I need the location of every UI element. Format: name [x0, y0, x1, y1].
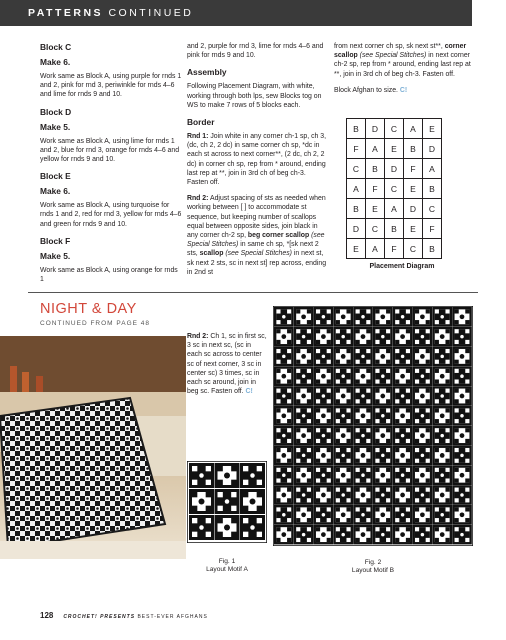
- motif-block: [353, 366, 373, 386]
- motif-block: [274, 446, 294, 466]
- motif-block: [393, 465, 413, 485]
- section-header: [28, 7, 193, 19]
- rnd2-bold-2: scallop: [199, 250, 224, 258]
- motif-block: [452, 485, 472, 505]
- header-rest: CONTINUED: [108, 7, 194, 19]
- motif-block: [393, 307, 413, 327]
- motif-block: [240, 489, 265, 514]
- motif-block: [274, 307, 294, 327]
- motif-block: [432, 446, 452, 466]
- motif-block: [452, 406, 472, 426]
- placement-cell: F: [366, 179, 385, 199]
- page-footer: [40, 611, 208, 620]
- block-f-make: Make 5.: [40, 250, 71, 261]
- figure-1-title: Fig. 1: [218, 558, 236, 565]
- motif-block: [215, 489, 240, 514]
- placement-cell: C: [423, 199, 442, 219]
- placement-cell: A: [347, 179, 366, 199]
- motif-block: [373, 426, 393, 446]
- night-rnd2-text: Ch 1, sc in first sc, 3 sc in next sc, (sc in each sc across to center sc of next corner, 3 sc in center sc) 3 times, sc in each sc around, join in beg sc. Fasten off.: [187, 333, 267, 396]
- motif-block: [452, 386, 472, 406]
- col3-text-2: in next corner ch-2 sp, rep from * around, ending last rep at **, join in 3rd ch of beg ch-3. Fasten off.: [334, 52, 471, 78]
- motif-block: [274, 485, 294, 505]
- motif-block: [373, 465, 393, 485]
- placement-cell: B: [347, 119, 366, 139]
- motif-block: [314, 307, 334, 327]
- motif-block: [452, 366, 472, 386]
- motif-block: [314, 525, 334, 545]
- rnd2-bold-1: beg corner scallop: [247, 232, 310, 240]
- motif-block: [353, 327, 373, 347]
- motif-block: [215, 515, 240, 540]
- figure-1-subtitle: Layout Motif A: [206, 566, 248, 573]
- placement-caption: Placement Diagram: [369, 263, 435, 270]
- motif-block: [314, 347, 334, 367]
- placement-cell: A: [366, 239, 385, 259]
- rnd1-label: Rnd 1:: [187, 133, 209, 141]
- motif-block: [373, 446, 393, 466]
- motif-block: [432, 386, 452, 406]
- motif-block: [393, 386, 413, 406]
- placement-cell: F: [423, 219, 442, 239]
- motif-block: [274, 406, 294, 426]
- col3-bold-1: corner scallop: [334, 43, 467, 60]
- end-mark: C!: [399, 86, 408, 94]
- motif-block: [314, 426, 334, 446]
- placement-cell: D: [404, 199, 423, 219]
- motif-block: [413, 327, 433, 347]
- night-day-subtitle: CONTINUED FROM PAGE 48: [40, 320, 151, 327]
- motif-block: [294, 426, 314, 446]
- block-e-heading: Block E: [40, 171, 71, 182]
- motif-block: [452, 327, 472, 347]
- motif-block: [452, 525, 472, 545]
- motif-block: [333, 307, 353, 327]
- placement-cell: C: [385, 119, 404, 139]
- motif-block: [314, 386, 334, 406]
- motif-block: [393, 366, 413, 386]
- motif-block: [333, 327, 353, 347]
- motif-block: [353, 307, 373, 327]
- publication-name: [63, 614, 207, 620]
- column-1: [40, 42, 182, 291]
- rnd2-label: Rnd 2:: [187, 195, 209, 203]
- page-number: 128: [40, 611, 54, 620]
- placement-cell: D: [423, 139, 442, 159]
- motif-block: [393, 485, 413, 505]
- motif-block: [333, 505, 353, 525]
- motif-block: [452, 347, 472, 367]
- motif-block: [353, 525, 373, 545]
- motif-block: [373, 366, 393, 386]
- motif-block: [333, 366, 353, 386]
- motif-block: [452, 307, 472, 327]
- motif-block: [294, 347, 314, 367]
- figure-2-subtitle: Layout Motif B: [351, 567, 395, 574]
- placement-cell: D: [347, 219, 366, 239]
- motif-block: [432, 307, 452, 327]
- block-c-heading: Block C: [40, 42, 72, 52]
- border-rnd2: [187, 194, 328, 277]
- rnd2-italic-1: (see Special Stitches): [187, 232, 325, 249]
- motif-block: [353, 465, 373, 485]
- placement-row: [347, 179, 442, 199]
- afghan-photo-illustration: [0, 336, 186, 559]
- motif-block: [393, 525, 413, 545]
- block-d-make: Make 5.: [40, 121, 71, 132]
- block-e-make: Make 6.: [40, 186, 71, 197]
- motif-block: [432, 366, 452, 386]
- column-2: [187, 42, 328, 284]
- placement-cell: E: [404, 179, 423, 199]
- border-rnd1: [187, 132, 328, 187]
- block-d-text: Work same as Block A, using lime for rnds 1 and 2, blue for rnd 3, orange for rnds 4–6 and yellow for rnds 9 and 10.: [40, 137, 180, 164]
- placement-cell: E: [423, 119, 442, 139]
- border-heading: Border: [187, 117, 215, 128]
- placement-cell: C: [404, 239, 423, 259]
- motif-block: [452, 426, 472, 446]
- placement-cell: F: [404, 159, 423, 179]
- figure-2-title: Fig. 2: [364, 559, 382, 566]
- motif-block: [373, 327, 393, 347]
- night-day-rnd2: [187, 332, 267, 396]
- motif-block: [274, 347, 294, 367]
- motif-block: [314, 366, 334, 386]
- motif-block: [432, 327, 452, 347]
- motif-block: [274, 525, 294, 545]
- motif-block: [353, 347, 373, 367]
- placement-cell: A: [366, 139, 385, 159]
- motif-block: [373, 505, 393, 525]
- motif-block: [413, 446, 433, 466]
- placement-cell: B: [404, 139, 423, 159]
- block-e-text: Work same as Block A, using turquoise for rnds 1 and 2, red for rnd 3, yellow for rnds 4–6 and green for rnds 9 and 10.: [40, 202, 182, 228]
- rnd1-text: Join white in any corner ch-1 sp, ch 3, (dc, ch 2, 2 dc) in same corner ch sp, *dc in each st across to next corner**, (2 dc, ch 2, 2 dc) in corner ch sp, rep from * around, ending last rep at **, join in 3rd ch of beg ch-3. Fasten off.: [187, 133, 327, 187]
- rnd2-text-1: Adjust spacing of sts as needed when working between [ ] to accommodate st sequence, but keeping number of scallops equal between opposite sides, join black in any corner ch-2 sp,: [187, 195, 326, 240]
- figure-2-layout-grid: [273, 306, 473, 546]
- motif-block: [413, 525, 433, 545]
- motif-block: [393, 446, 413, 466]
- placement-cell: C: [366, 219, 385, 239]
- assembly-heading: Assembly: [187, 67, 227, 78]
- motif-block: [274, 505, 294, 525]
- motif-block: [413, 406, 433, 426]
- motif-block: [373, 525, 393, 545]
- afghan-photo: [0, 336, 186, 559]
- motif-block: [333, 347, 353, 367]
- motif-block: [432, 505, 452, 525]
- block-f-heading: Block F: [40, 235, 71, 246]
- block-d-heading: Block D: [40, 106, 72, 117]
- motif-block: [413, 307, 433, 327]
- motif-block: [432, 426, 452, 446]
- block-f-continued: and 2, purple for rnd 3, lime for rnds 4–6 and pink for rnds 9 and 10.: [187, 43, 324, 60]
- col3-text-3: Block Afghan to size.: [334, 86, 398, 94]
- motif-block: [413, 485, 433, 505]
- motif-block: [294, 366, 314, 386]
- page-header-bar: [0, 0, 472, 26]
- motif-block: [189, 515, 214, 540]
- motif-block: [413, 426, 433, 446]
- column-3: [334, 42, 472, 102]
- motif-block: [274, 465, 294, 485]
- placement-row: [347, 119, 442, 139]
- motif-block: [452, 446, 472, 466]
- col3-text-1: from next corner ch sp, sk next st**,: [334, 43, 443, 50]
- motif-block: [215, 463, 240, 488]
- motif-block: [373, 406, 393, 426]
- placement-cell: E: [385, 139, 404, 159]
- motif-block: [314, 465, 334, 485]
- figure-2-caption: [273, 559, 473, 575]
- motif-block: [393, 426, 413, 446]
- figure-1-caption: [187, 558, 267, 574]
- night-rnd2-label: Rnd 2:: [187, 333, 209, 340]
- motif-block: [333, 465, 353, 485]
- placement-cell: B: [423, 179, 442, 199]
- motif-block: [353, 426, 373, 446]
- motif-block: [393, 505, 413, 525]
- motif-block: [432, 485, 452, 505]
- motif-block: [353, 505, 373, 525]
- motif-block: [314, 505, 334, 525]
- motif-block: [333, 525, 353, 545]
- section-divider: [28, 292, 478, 293]
- placement-cell: F: [385, 239, 404, 259]
- motif-block: [393, 347, 413, 367]
- night-day-title: NIGHT & DAY: [40, 301, 137, 317]
- motif-block: [393, 406, 413, 426]
- rnd2-text-2: in same ch sp, *[sk next 2 sts,: [187, 241, 319, 258]
- placement-cell: F: [347, 139, 366, 159]
- motif-block: [373, 347, 393, 367]
- placement-cell: E: [366, 199, 385, 219]
- motif-block: [333, 485, 353, 505]
- motif-block: [189, 463, 214, 488]
- motif-block: [294, 485, 314, 505]
- placement-row: [347, 159, 442, 179]
- placement-row: [347, 219, 442, 239]
- motif-block: [294, 386, 314, 406]
- motif-block: [294, 327, 314, 347]
- motif-block: [240, 463, 265, 488]
- motif-block: [373, 386, 393, 406]
- motif-block: [333, 406, 353, 426]
- border-rnd2-continued: [334, 42, 472, 79]
- figure-1: [187, 461, 267, 574]
- motif-block: [274, 386, 294, 406]
- motif-block: [413, 505, 433, 525]
- header-bold: PATTERNS: [28, 7, 104, 19]
- placement-cell: B: [347, 199, 366, 219]
- rnd2-italic-2: (see Special Stitches): [225, 250, 292, 258]
- motif-block: [294, 525, 314, 545]
- placement-cell: A: [404, 119, 423, 139]
- motif-block: [240, 515, 265, 540]
- rnd2-text-3: in next st, sk next 2 sts, sc in next st] rep across, ending in 2nd st: [187, 250, 327, 276]
- motif-block: [413, 465, 433, 485]
- publication-bold: CROCHET! PRESENTS: [63, 614, 136, 620]
- placement-cell: E: [404, 219, 423, 239]
- figure-2: [273, 306, 473, 575]
- placement-grid: [346, 118, 442, 259]
- figure-1-motif-grid: [187, 461, 267, 543]
- assembly-text: Following Placement Diagram, with white, working through both lps, sew Blocks tog on WS to make 7 rows of 5 blocks each.: [187, 83, 322, 109]
- placement-row: [347, 199, 442, 219]
- motif-block: [432, 525, 452, 545]
- motif-block: [333, 386, 353, 406]
- motif-block: [353, 386, 373, 406]
- motif-block: [452, 505, 472, 525]
- placement-cell: D: [385, 159, 404, 179]
- motif-block: [353, 485, 373, 505]
- motif-block: [373, 307, 393, 327]
- motif-block: [314, 446, 334, 466]
- motif-block: [413, 366, 433, 386]
- placement-cell: C: [385, 179, 404, 199]
- placement-cell: D: [366, 119, 385, 139]
- motif-block: [274, 327, 294, 347]
- motif-block: [413, 347, 433, 367]
- motif-block: [373, 485, 393, 505]
- motif-block: [189, 489, 214, 514]
- block-f-text: Work same as Block A, using orange for rnds 1: [40, 266, 178, 284]
- motif-block: [294, 307, 314, 327]
- motif-block: [294, 465, 314, 485]
- block-c-text: Work same as Block A, using purple for rnds 1 and 2, pink for rnd 3, periwinkle for rnds 4–6 and lime for rnds 9 and 10.: [40, 73, 182, 99]
- placement-row: [347, 139, 442, 159]
- placement-cell: C: [347, 159, 366, 179]
- night-end-mark: C!: [245, 388, 253, 396]
- motif-block: [353, 406, 373, 426]
- motif-block: [432, 406, 452, 426]
- placement-cell: A: [385, 199, 404, 219]
- col3-italic-1: (see Special Stitches): [359, 52, 427, 60]
- placement-diagram: [346, 118, 458, 270]
- motif-block: [274, 366, 294, 386]
- motif-block: [432, 465, 452, 485]
- placement-cell: A: [423, 159, 442, 179]
- block-c-make: Make 6.: [40, 57, 71, 67]
- motif-block: [274, 426, 294, 446]
- placement-row: [347, 239, 442, 259]
- motif-block: [353, 446, 373, 466]
- motif-block: [294, 505, 314, 525]
- block-afghan-note: [334, 86, 472, 95]
- motif-block: [294, 406, 314, 426]
- motif-block: [333, 426, 353, 446]
- publication-rest: BEST-EVER AFGHANS: [137, 614, 208, 620]
- placement-cell: B: [385, 219, 404, 239]
- motif-block: [314, 327, 334, 347]
- motif-block: [413, 386, 433, 406]
- placement-cell: E: [347, 239, 366, 259]
- motif-block: [432, 347, 452, 367]
- motif-block: [294, 446, 314, 466]
- placement-cell: B: [423, 239, 442, 259]
- motif-block: [452, 465, 472, 485]
- motif-block: [333, 446, 353, 466]
- motif-block: [314, 406, 334, 426]
- placement-cell: B: [366, 159, 385, 179]
- motif-block: [314, 485, 334, 505]
- motif-block: [393, 327, 413, 347]
